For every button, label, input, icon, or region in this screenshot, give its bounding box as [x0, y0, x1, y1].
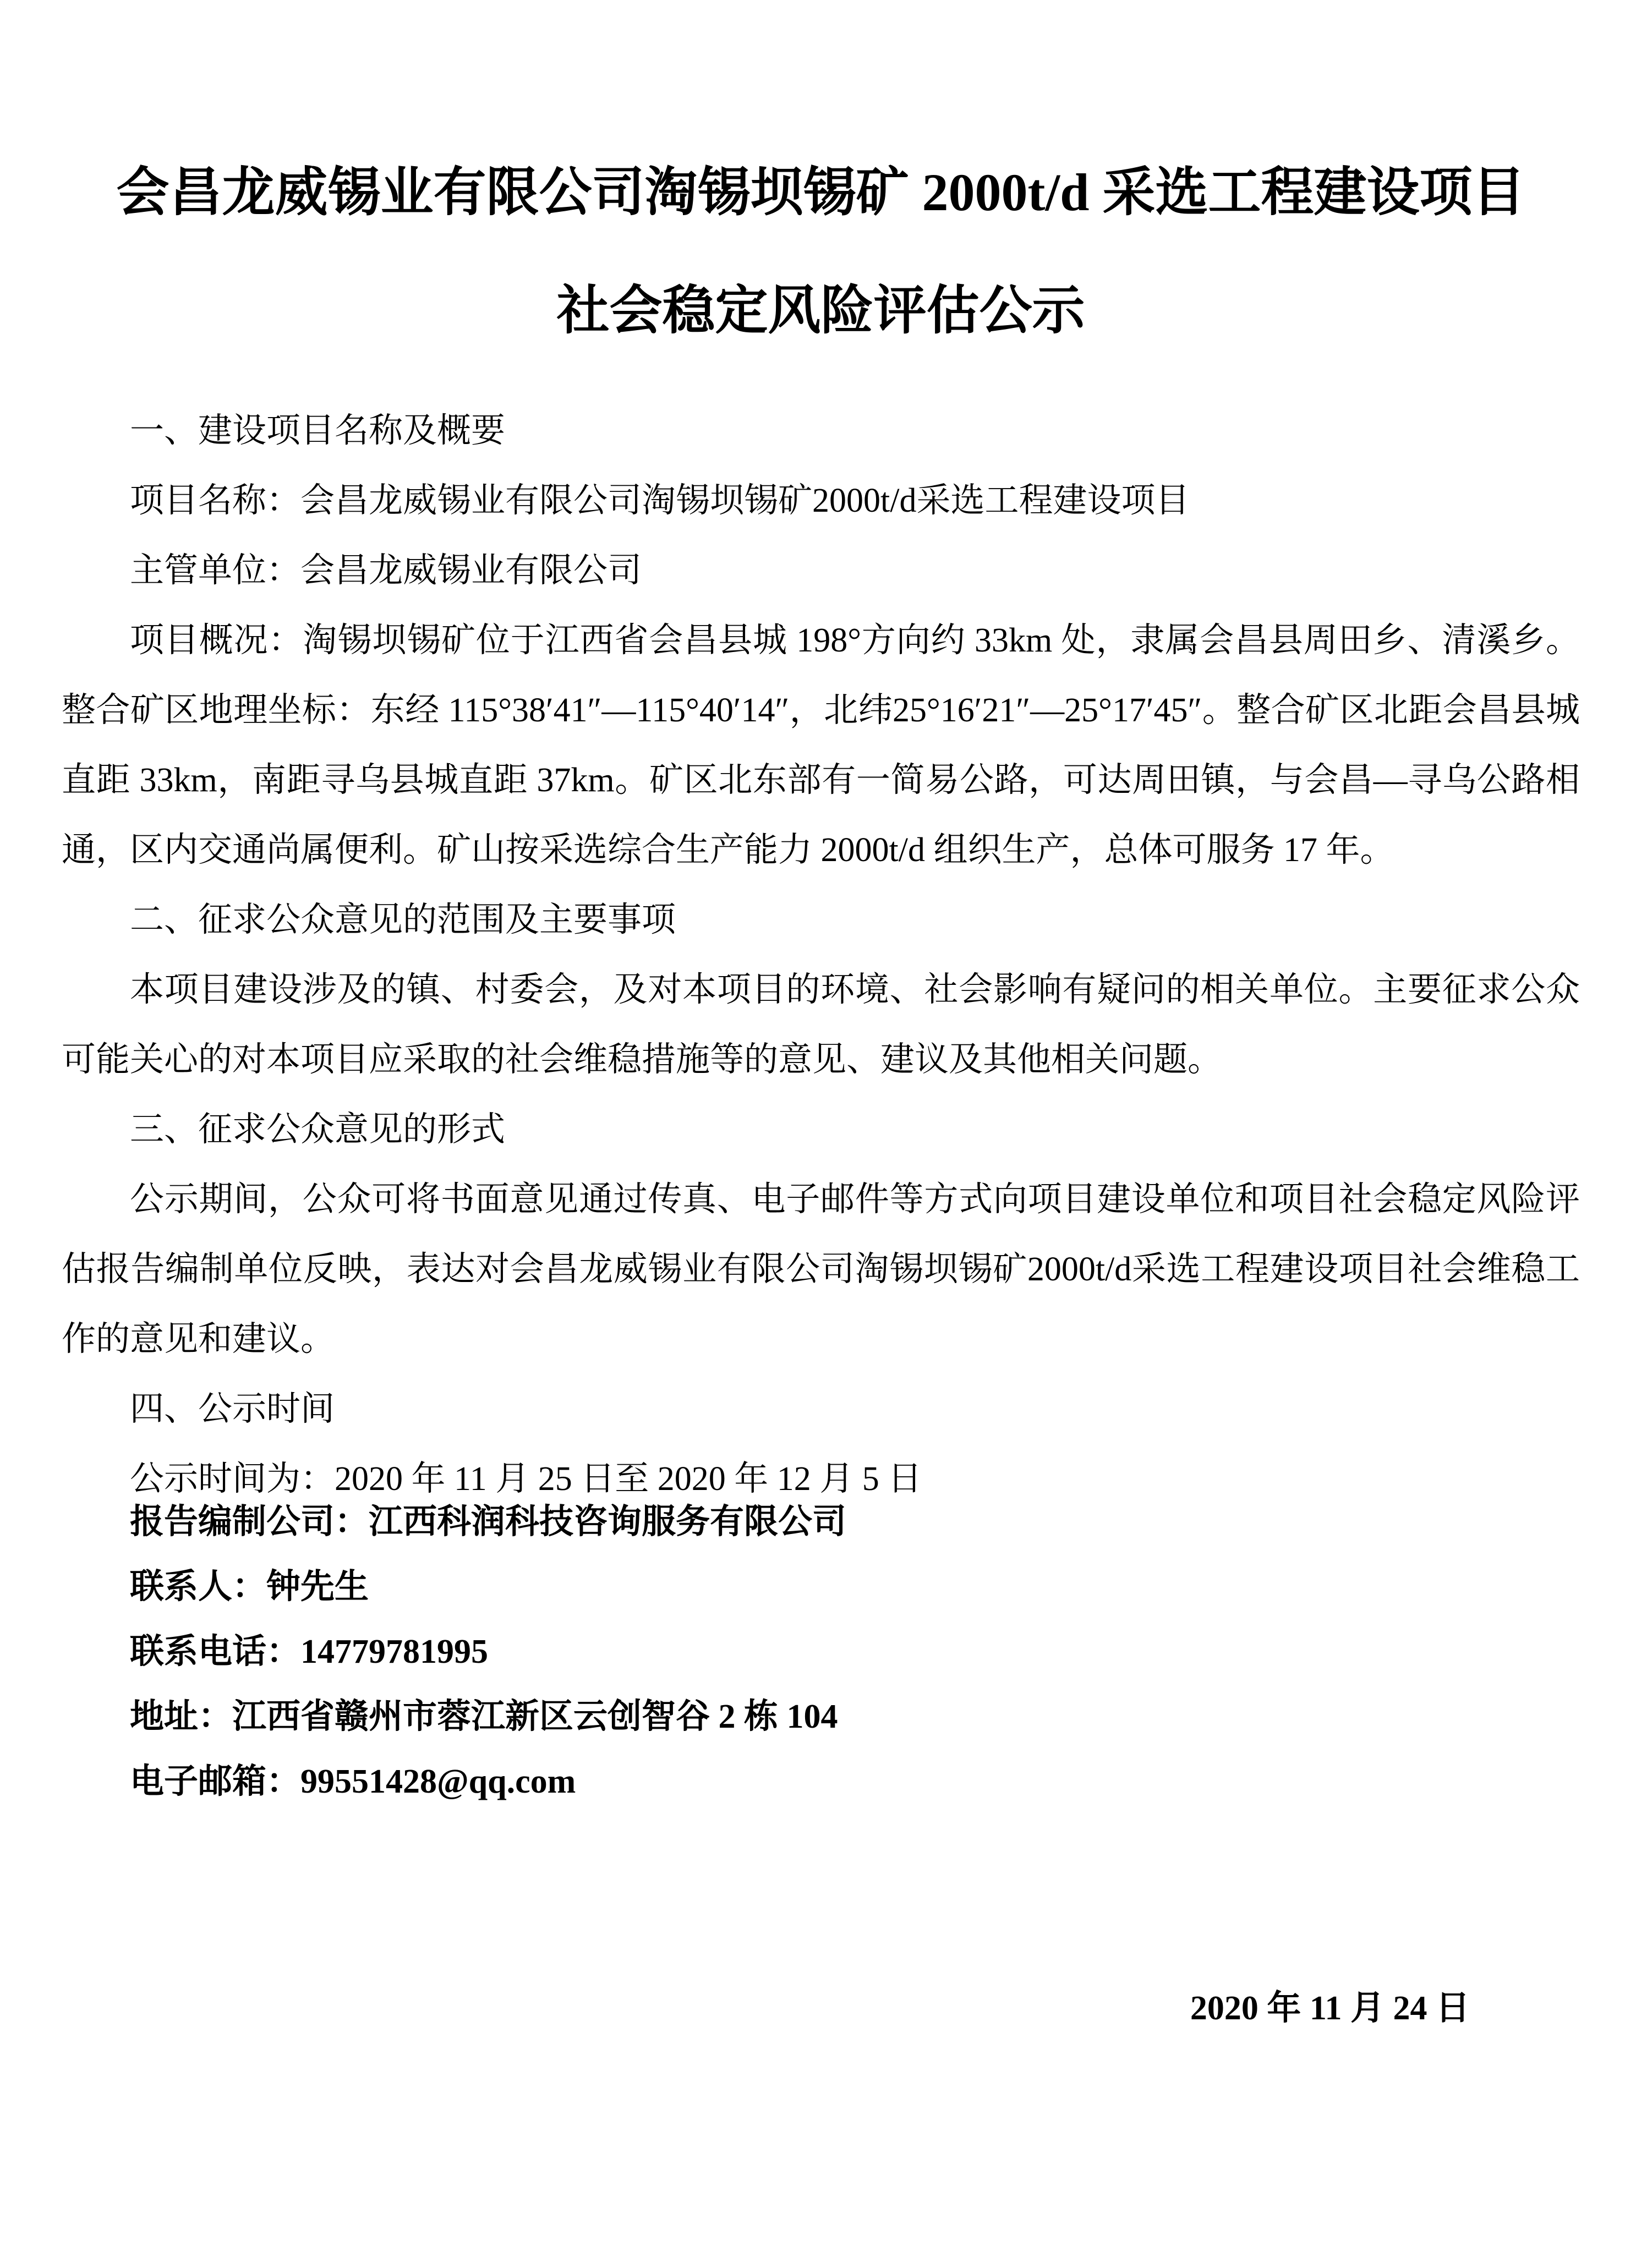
- document-title-line2: 社会稳定风险评估公示: [556, 281, 1085, 340]
- document-body: [62, 396, 1580, 2044]
- publicity-period-line: 公示时间为：2020 年 11 月 25 日至 2020 年 12 月 5 日: [130, 1460, 922, 1498]
- contact-address-line: 地址：江西省赣州市蓉江新区云创智谷 2 栋 104: [130, 1698, 838, 1735]
- document-title: [62, 162, 1580, 341]
- section-3-paragraph: 公示期间，公众可将书面意见通过传真、电子邮件等方式向项目建设单位和项目社会稳定风险评估报告编制单位反映，表达对会昌龙威锡业有限公司淘锡坝锡矿2000t/d采选工程建设项目社会维稳工作的意见和建议。: [62, 1181, 1580, 1358]
- section-1-heading: 一、建设项目名称及概要: [130, 412, 506, 450]
- project-name-line: 项目名称：会昌龙威锡业有限公司淘锡坝锡矿2000t/d采选工程建设项目: [130, 482, 1190, 519]
- contact-email-line: 电子邮箱：99551428@qq.com: [130, 1763, 576, 1800]
- supervisor-unit-line: 主管单位：会昌龙威锡业有限公司: [130, 552, 642, 589]
- section-4-heading: 四、公示时间: [130, 1390, 335, 1428]
- document-issue-date: 2020 年 11 月 24 日: [1190, 1990, 1470, 2027]
- section-2-heading: 二、征求公众意见的范围及主要事项: [130, 901, 676, 939]
- project-overview-paragraph: 项目概况：淘锡坝锡矿位于江西省会昌县城 198°方向约 33km 处，隶属会昌县周田乡、清溪乡。整合矿区地理坐标：东经 115°38′41″—115°40′14″，北纬25°16′21″—25°17′45″。整合矿区北距会昌县城直距 33km，南距寻乌县城直距 37km。矿区北东部有一简易公路，可达周田镇，与会昌—寻乌公路相通，区内交通尚属便利。矿山按采选综合生产能力 2000t/d 组织生产，总体可服务 17 年。: [62, 622, 1580, 869]
- contact-person-line: 联系人：钟先生: [130, 1568, 369, 1606]
- contact-phone-line: 联系电话：14779781995: [130, 1633, 489, 1670]
- section-2-paragraph: 本项目建设涉及的镇、村委会，及对本项目的环境、社会影响有疑问的相关单位。主要征求公众可能关心的对本项目应采取的社会维稳措施等的意见、建议及其他相关问题。: [62, 971, 1580, 1078]
- report-company-line: 报告编制公司：江西科润科技咨询服务有限公司: [130, 1503, 847, 1541]
- section-3-heading: 三、征求公众意见的形式: [130, 1111, 506, 1148]
- document-title-line1: 会昌龙威锡业有限公司淘锡坝锡矿 2000t/d 采选工程建设项目: [116, 163, 1525, 222]
- contact-block: [62, 1489, 1580, 1814]
